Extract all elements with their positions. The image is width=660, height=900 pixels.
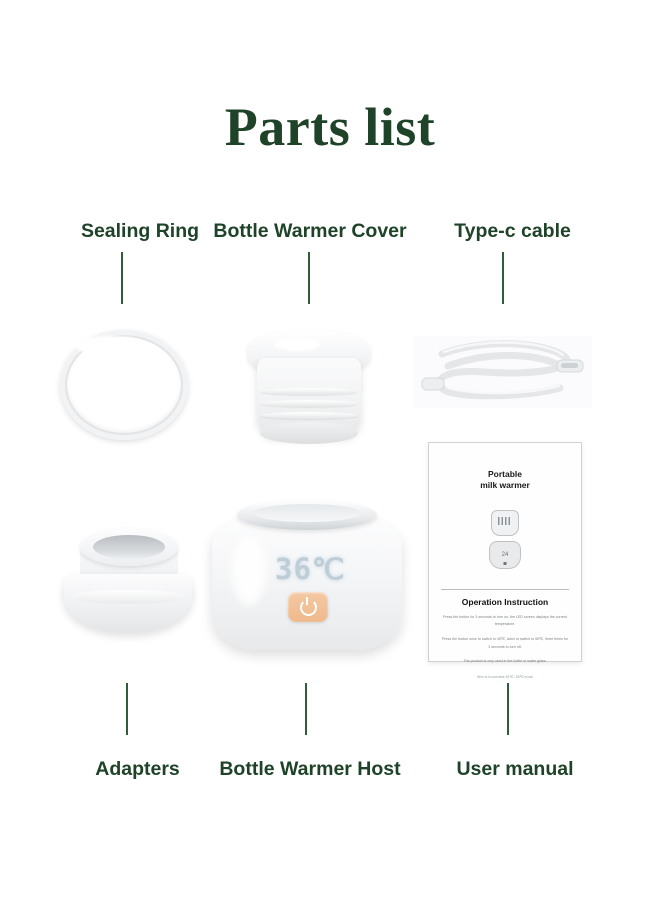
host-temperature-value: 36 — [275, 552, 312, 586]
adapter-base-highlight — [70, 590, 186, 604]
manual-section-title: Operation Instruction — [461, 596, 549, 607]
manual-cover-title — [429, 469, 581, 492]
user-manual-image — [428, 442, 582, 679]
leader-line-bottle-warmer-cover — [308, 252, 310, 304]
sealing-ring-image — [60, 330, 188, 440]
label-type-c-cable: Type-c cable — [454, 220, 571, 242]
label-bottle-warmer-host: Bottle Warmer Host — [219, 758, 401, 780]
host-lid-inner — [253, 504, 361, 522]
leader-line-user-manual — [507, 683, 509, 735]
host-body-highlight — [232, 536, 266, 606]
manual-figure-device-icon — [491, 510, 519, 536]
manual-divider — [441, 589, 569, 590]
cover-bottom-rim — [260, 422, 358, 444]
manual-figure-caption: 24 — [501, 551, 509, 558]
manual-body-line1: Press the button for 3 seconds to turn on, the LED screen displays the current temperature. — [443, 614, 567, 627]
leader-line-sealing-ring — [121, 252, 123, 304]
sealing-ring-highlight — [76, 336, 146, 356]
cover-thread — [260, 412, 358, 419]
host-temperature-unit: ℃ — [311, 552, 346, 586]
manual-cover-title-line2: milk warmer — [480, 480, 530, 491]
bottle-warmer-cover-image — [248, 330, 370, 450]
page-title: Parts list — [224, 97, 436, 157]
manual-body-line2: Press the button once to switch to 45℃, twice to switch to 55℃, three times for 3 seconds to turn off. — [441, 637, 569, 649]
label-bottle-warmer-cover: Bottle Warmer Cover — [213, 220, 407, 242]
manual-figure-dot — [504, 562, 507, 565]
bottle-warmer-host-image — [212, 500, 402, 660]
label-user-manual: User manual — [456, 758, 574, 780]
leader-line-type-c-cable — [502, 252, 504, 304]
manual-body-line3: The product is only used in the bottle or water glass. — [463, 659, 547, 664]
manual-cover-title-line1: Portable — [487, 469, 522, 479]
cover-thread — [260, 400, 358, 407]
cable-connector-type-c — [422, 378, 444, 390]
leader-line-bottle-warmer-host — [305, 683, 307, 735]
adapters-image — [62, 528, 194, 640]
manual-figures — [429, 510, 581, 569]
manual-footer: Item is in constant 45℃ / 55℃ mode — [477, 674, 533, 679]
label-adapters: Adapters — [95, 758, 180, 780]
cover-thread — [260, 388, 358, 395]
host-temperature-display — [275, 552, 345, 586]
label-sealing-ring: Sealing Ring — [80, 220, 200, 242]
power-icon — [300, 599, 317, 616]
leader-line-adapters — [126, 683, 128, 735]
type-c-cable-image — [414, 336, 592, 408]
adapter-opening — [93, 535, 165, 559]
cover-highlight — [274, 338, 320, 351]
host-power-button[interactable] — [288, 592, 328, 622]
manual-figure-mode-icon — [489, 541, 521, 569]
cable-drawing — [414, 336, 592, 408]
